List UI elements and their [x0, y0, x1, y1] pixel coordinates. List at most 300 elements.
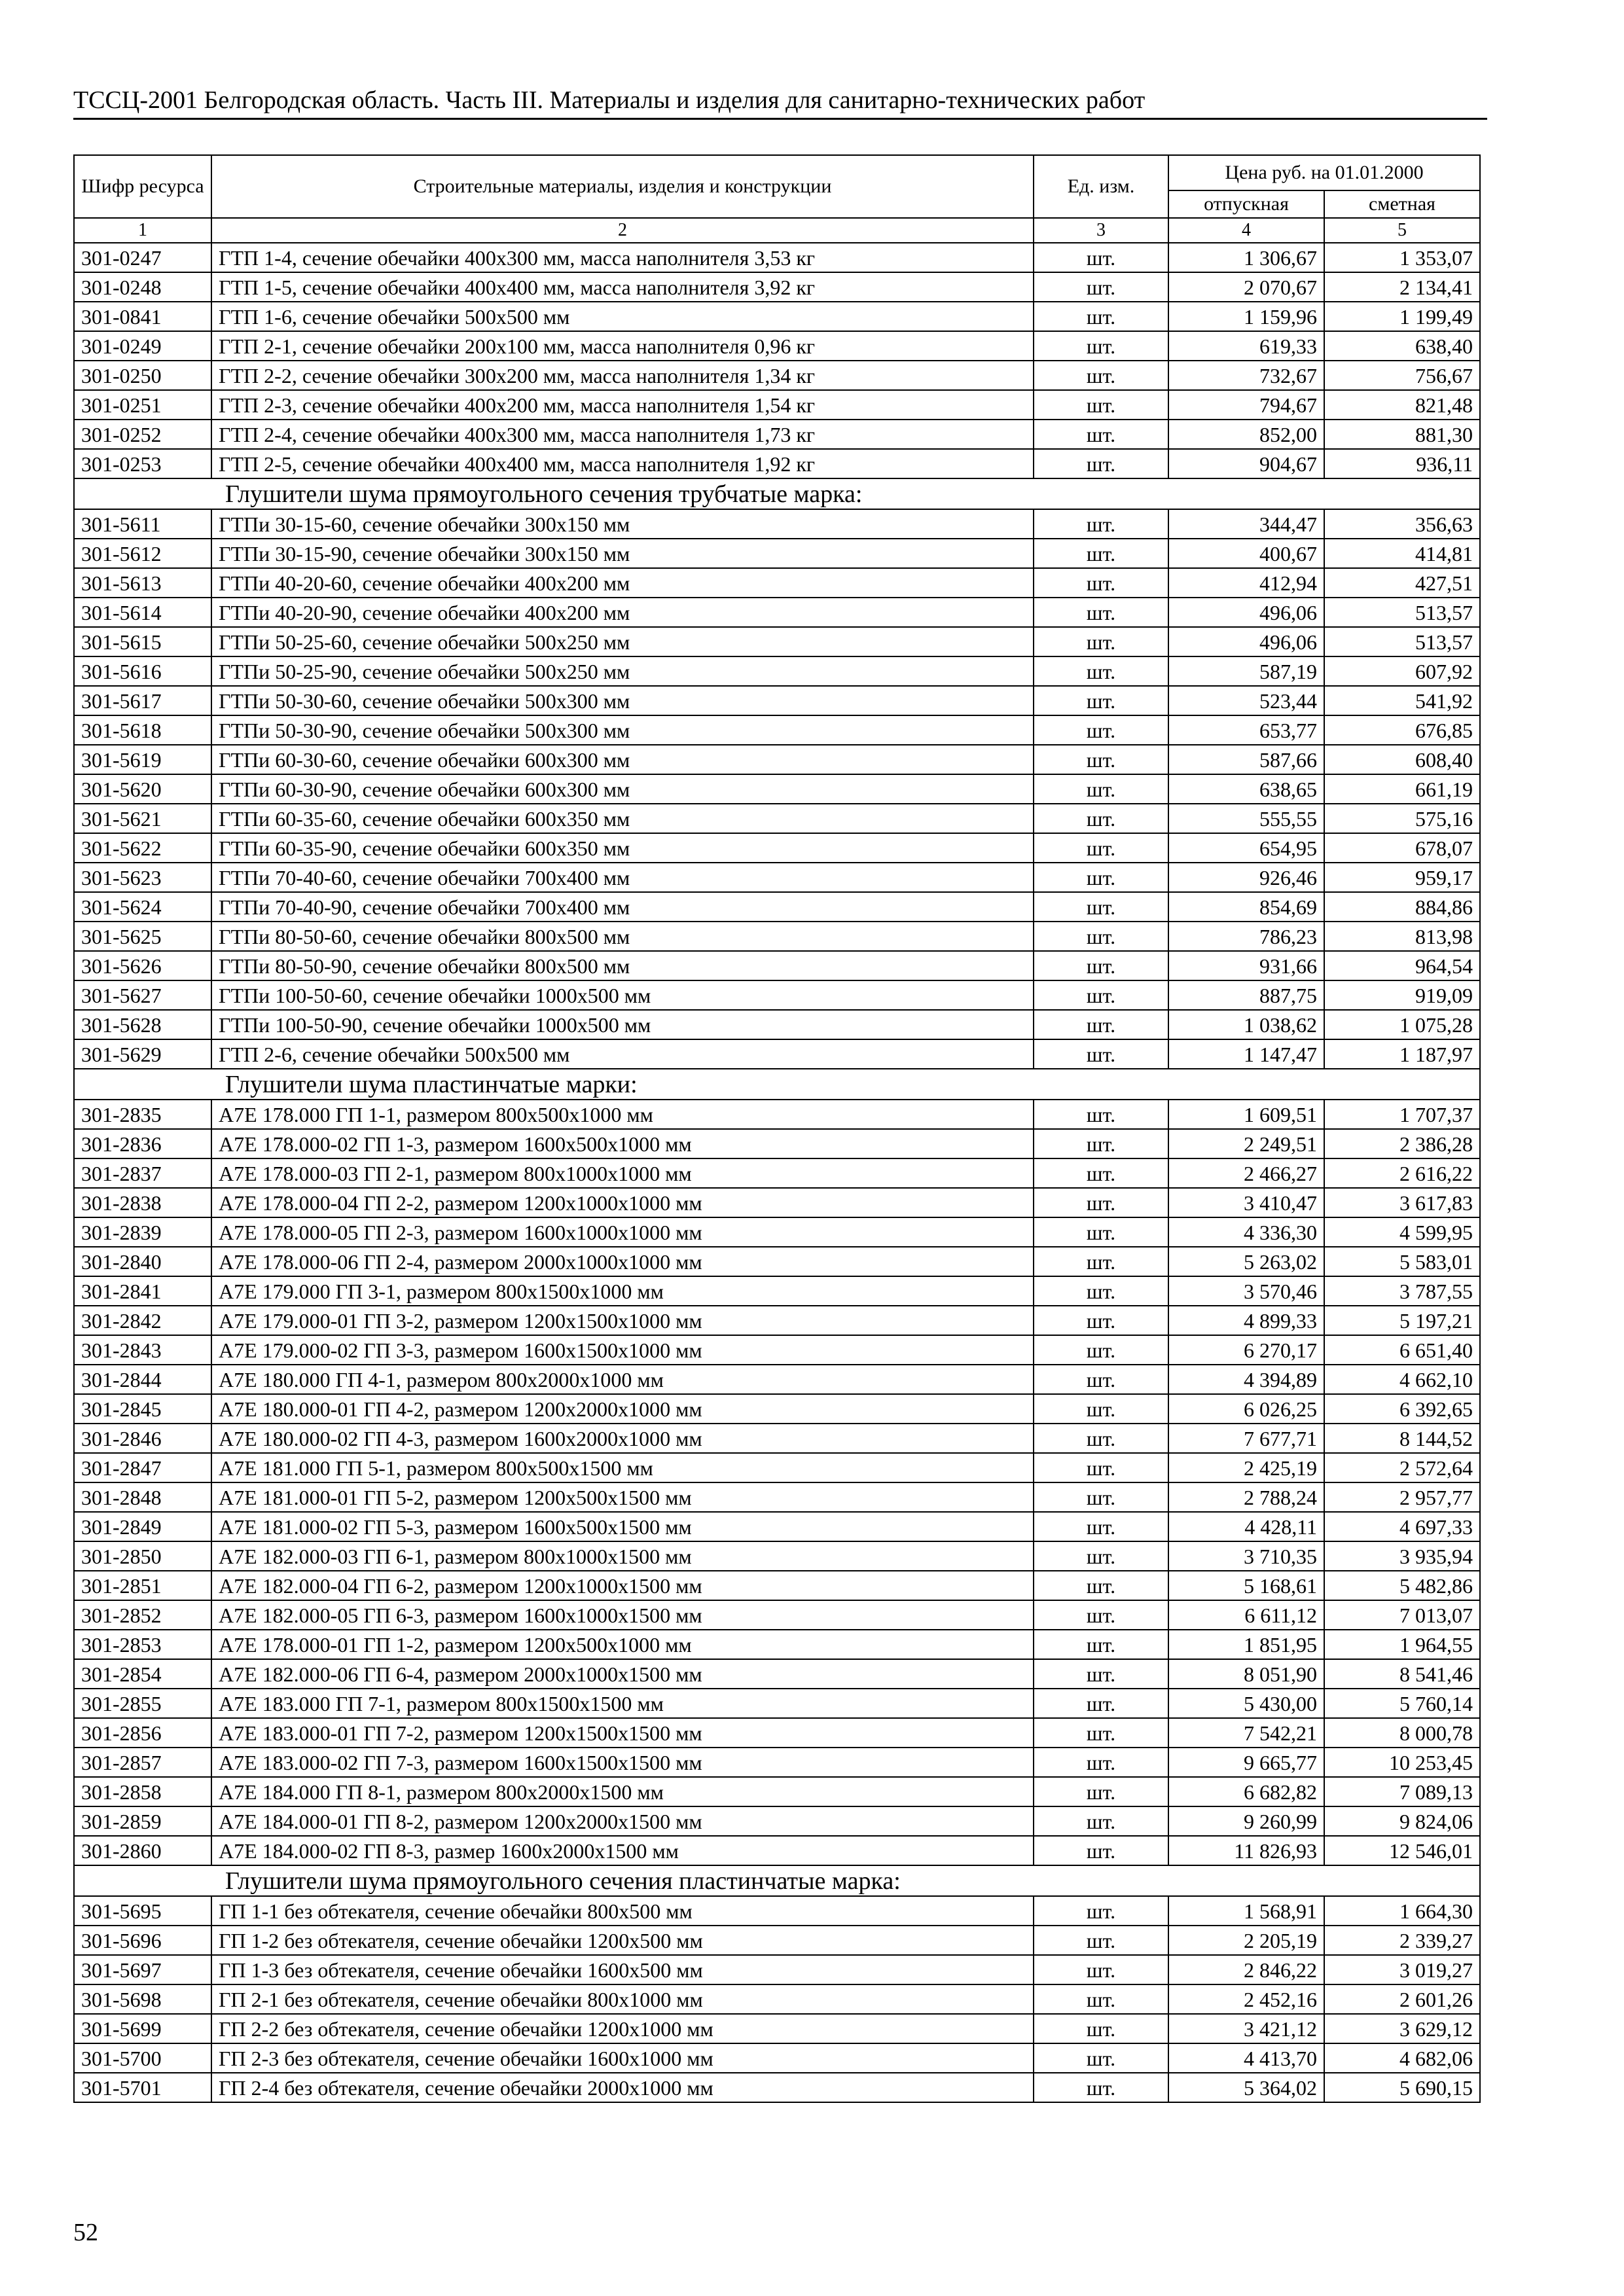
table-row: [74, 2043, 1480, 2073]
unit-cell: шт.: [1034, 804, 1168, 833]
material-name-cell: А7Е 179.000 ГП 3-1, размером 800x1500x1000 мм: [211, 1276, 1034, 1306]
resource-code-cell: 301-5612: [74, 539, 211, 568]
table-row: [74, 449, 1480, 478]
resource-code-cell: 301-5614: [74, 598, 211, 627]
resource-code-cell: 301-2854: [74, 1659, 211, 1689]
estimate-price-cell: 676,85: [1324, 715, 1480, 745]
table-row: [74, 1365, 1480, 1394]
resource-code-cell: 301-2846: [74, 1424, 211, 1453]
table-row: [74, 656, 1480, 686]
release-price-cell: 9 260,99: [1168, 1806, 1324, 1836]
release-price-cell: 5 364,02: [1168, 2073, 1324, 2102]
table-row: [74, 1836, 1480, 1865]
material-name-cell: А7Е 184.000 ГП 8-1, размером 800x2000x1500 мм: [211, 1777, 1034, 1806]
estimate-price-cell: 5 482,86: [1324, 1571, 1480, 1600]
resource-code-cell: 301-0250: [74, 361, 211, 390]
column-number: 5: [1324, 218, 1480, 243]
header-rule: [73, 118, 1487, 120]
table-row: [74, 509, 1480, 539]
estimate-price-cell: 513,57: [1324, 627, 1480, 656]
table-row: [74, 1424, 1480, 1453]
resource-code-cell: 301-2845: [74, 1394, 211, 1424]
material-name-cell: ГТПи 80-50-60, сечение обечайки 800x500 мм: [211, 922, 1034, 951]
estimate-price-cell: 1 199,49: [1324, 302, 1480, 331]
material-name-cell: А7Е 181.000 ГП 5-1, размером 800x500x1500 мм: [211, 1453, 1034, 1482]
estimate-price-cell: 936,11: [1324, 449, 1480, 478]
estimate-price-cell: 575,16: [1324, 804, 1480, 833]
material-name-cell: ГТПи 80-50-90, сечение обечайки 800x500 мм: [211, 951, 1034, 980]
resource-code-cell: 301-2842: [74, 1306, 211, 1335]
price-table-body: [74, 155, 1480, 2102]
unit-cell: шт.: [1034, 1129, 1168, 1158]
estimate-price-cell: 356,63: [1324, 509, 1480, 539]
table-row: [74, 804, 1480, 833]
release-price-cell: 587,19: [1168, 656, 1324, 686]
unit-cell: шт.: [1034, 1010, 1168, 1039]
resource-code-cell: 301-2841: [74, 1276, 211, 1306]
material-name-cell: А7Е 182.000-06 ГП 6-4, размером 2000x1000x1500 мм: [211, 1659, 1034, 1689]
material-name-cell: ГТПи 60-30-60, сечение обечайки 600x300 мм: [211, 745, 1034, 774]
unit-cell: шт.: [1034, 598, 1168, 627]
table-row: [74, 863, 1480, 892]
table-row: [74, 951, 1480, 980]
unit-cell: шт.: [1034, 1955, 1168, 1984]
material-name-cell: ГТПи 50-25-60, сечение обечайки 500x250 мм: [211, 627, 1034, 656]
release-price-cell: 4 899,33: [1168, 1306, 1324, 1335]
resource-code-cell: 301-2858: [74, 1777, 211, 1806]
material-name-cell: А7Е 182.000-04 ГП 6-2, размером 1200x1000x1500 мм: [211, 1571, 1034, 1600]
release-price-cell: 555,55: [1168, 804, 1324, 833]
resource-code-cell: 301-5628: [74, 1010, 211, 1039]
material-name-cell: ГП 2-2 без обтекателя, сечение обечайки 1200x1000 мм: [211, 2014, 1034, 2043]
estimate-price-cell: 2 601,26: [1324, 1984, 1480, 2014]
unit-cell: шт.: [1034, 449, 1168, 478]
table-row: [74, 361, 1480, 390]
page-header-title: ТССЦ-2001 Белгородская область. Часть III. Материалы и изделия для санитарно-технических работ: [73, 86, 1146, 114]
material-name-cell: ГТПи 30-15-90, сечение обечайки 300x150 мм: [211, 539, 1034, 568]
estimate-price-cell: 3 787,55: [1324, 1276, 1480, 1306]
table-row: [74, 1806, 1480, 1836]
estimate-price-cell: 756,67: [1324, 361, 1480, 390]
resource-code-cell: 301-0247: [74, 243, 211, 272]
estimate-price-cell: 3 019,27: [1324, 1955, 1480, 1984]
table-row: [74, 686, 1480, 715]
table-row: [74, 1600, 1480, 1630]
release-price-cell: 786,23: [1168, 922, 1324, 951]
release-price-cell: 6 682,82: [1168, 1777, 1324, 1806]
unit-cell: шт.: [1034, 627, 1168, 656]
material-name-cell: А7Е 178.000-03 ГП 2-1, размером 800x1000x1000 мм: [211, 1158, 1034, 1188]
estimate-price-cell: 884,86: [1324, 892, 1480, 922]
table-row: [74, 1482, 1480, 1512]
release-price-cell: 2 466,27: [1168, 1158, 1324, 1188]
release-price-cell: 638,65: [1168, 774, 1324, 804]
unit-cell: шт.: [1034, 2043, 1168, 2073]
resource-code-cell: 301-2840: [74, 1247, 211, 1276]
unit-cell: шт.: [1034, 715, 1168, 745]
resource-code-cell: 301-5624: [74, 892, 211, 922]
material-name-cell: А7Е 183.000 ГП 7-1, размером 800x1500x1500 мм: [211, 1689, 1034, 1718]
material-name-cell: А7Е 178.000-05 ГП 2-3, размером 1600x1000x1000 мм: [211, 1217, 1034, 1247]
material-name-cell: А7Е 181.000-01 ГП 5-2, размером 1200x500x1500 мм: [211, 1482, 1034, 1512]
release-price-cell: 587,66: [1168, 745, 1324, 774]
section-title: Глушители шума прямоугольного сечения трубчатые марка:: [74, 478, 1480, 509]
col-header-code: Шифр ресурса: [74, 155, 211, 218]
unit-cell: шт.: [1034, 1365, 1168, 1394]
material-name-cell: ГТП 1-6, сечение обечайки 500x500 мм: [211, 302, 1034, 331]
resource-code-cell: 301-2849: [74, 1512, 211, 1541]
estimate-price-cell: 607,92: [1324, 656, 1480, 686]
release-price-cell: 654,95: [1168, 833, 1324, 863]
resource-code-cell: 301-5701: [74, 2073, 211, 2102]
table-row: [74, 1039, 1480, 1069]
material-name-cell: А7Е 178.000-06 ГП 2-4, размером 2000x1000x1000 мм: [211, 1247, 1034, 1276]
column-number: 4: [1168, 218, 1324, 243]
unit-cell: шт.: [1034, 774, 1168, 804]
unit-cell: шт.: [1034, 1424, 1168, 1453]
unit-cell: шт.: [1034, 1247, 1168, 1276]
release-price-cell: 1 038,62: [1168, 1010, 1324, 1039]
estimate-price-cell: 1 075,28: [1324, 1010, 1480, 1039]
table-row: [74, 1926, 1480, 1955]
unit-cell: шт.: [1034, 1217, 1168, 1247]
release-price-cell: 4 413,70: [1168, 2043, 1324, 2073]
release-price-cell: 2 249,51: [1168, 1129, 1324, 1158]
material-name-cell: ГТП 2-6, сечение обечайки 500x500 мм: [211, 1039, 1034, 1069]
estimate-price-cell: 6 392,65: [1324, 1394, 1480, 1424]
estimate-price-cell: 821,48: [1324, 390, 1480, 420]
table-row: [74, 627, 1480, 656]
section-row: [74, 1865, 1480, 1896]
resource-code-cell: 301-2856: [74, 1718, 211, 1748]
section-row: [74, 478, 1480, 509]
material-name-cell: А7Е 179.000-01 ГП 3-2, размером 1200x1500x1000 мм: [211, 1306, 1034, 1335]
estimate-price-cell: 8 144,52: [1324, 1424, 1480, 1453]
table-row: [74, 1276, 1480, 1306]
table-row: [74, 715, 1480, 745]
material-name-cell: А7Е 183.000-02 ГП 7-3, размером 1600x1500x1500 мм: [211, 1748, 1034, 1777]
release-price-cell: 412,94: [1168, 568, 1324, 598]
table-row: [74, 568, 1480, 598]
release-price-cell: 9 665,77: [1168, 1748, 1324, 1777]
release-price-cell: 2 070,67: [1168, 272, 1324, 302]
release-price-cell: 653,77: [1168, 715, 1324, 745]
material-name-cell: А7Е 180.000-01 ГП 4-2, размером 1200x2000x1000 мм: [211, 1394, 1034, 1424]
table-row: [74, 1453, 1480, 1482]
estimate-price-cell: 4 599,95: [1324, 1217, 1480, 1247]
estimate-price-cell: 7 013,07: [1324, 1600, 1480, 1630]
table-row: [74, 1217, 1480, 1247]
resource-code-cell: 301-5626: [74, 951, 211, 980]
material-name-cell: ГТПи 40-20-60, сечение обечайки 400x200 мм: [211, 568, 1034, 598]
estimate-price-cell: 1 707,37: [1324, 1100, 1480, 1129]
release-price-cell: 1 609,51: [1168, 1100, 1324, 1129]
unit-cell: шт.: [1034, 1630, 1168, 1659]
material-name-cell: ГП 1-2 без обтекателя, сечение обечайки 1200x500 мм: [211, 1926, 1034, 1955]
unit-cell: шт.: [1034, 361, 1168, 390]
release-price-cell: 4 394,89: [1168, 1365, 1324, 1394]
unit-cell: шт.: [1034, 656, 1168, 686]
estimate-price-cell: 8 541,46: [1324, 1659, 1480, 1689]
unit-cell: шт.: [1034, 1836, 1168, 1865]
unit-cell: шт.: [1034, 922, 1168, 951]
unit-cell: шт.: [1034, 539, 1168, 568]
table-row: [74, 1541, 1480, 1571]
estimate-price-cell: 3 617,83: [1324, 1188, 1480, 1217]
resource-code-cell: 301-0841: [74, 302, 211, 331]
table-row: [74, 1984, 1480, 2014]
release-price-cell: 4 336,30: [1168, 1217, 1324, 1247]
release-price-cell: 4 428,11: [1168, 1512, 1324, 1541]
unit-cell: шт.: [1034, 302, 1168, 331]
material-name-cell: ГТП 1-5, сечение обечайки 400x400 мм, масса наполнителя 3,92 кг: [211, 272, 1034, 302]
unit-cell: шт.: [1034, 1896, 1168, 1926]
estimate-price-cell: 608,40: [1324, 745, 1480, 774]
unit-cell: шт.: [1034, 951, 1168, 980]
resource-code-cell: 301-5621: [74, 804, 211, 833]
release-price-cell: 7 677,71: [1168, 1424, 1324, 1453]
table-row: [74, 1010, 1480, 1039]
estimate-price-cell: 5 197,21: [1324, 1306, 1480, 1335]
table-row: [74, 1777, 1480, 1806]
material-name-cell: ГТП 2-5, сечение обечайки 400x400 мм, масса наполнителя 1,92 кг: [211, 449, 1034, 478]
release-price-cell: 2 846,22: [1168, 1955, 1324, 1984]
material-name-cell: ГП 1-1 без обтекателя, сечение обечайки 800x500 мм: [211, 1896, 1034, 1926]
resource-code-cell: 301-5611: [74, 509, 211, 539]
material-name-cell: ГТП 2-4, сечение обечайки 400x300 мм, масса наполнителя 1,73 кг: [211, 420, 1034, 449]
release-price-cell: 1 851,95: [1168, 1630, 1324, 1659]
material-name-cell: А7Е 180.000 ГП 4-1, размером 800x2000x1000 мм: [211, 1365, 1034, 1394]
resource-code-cell: 301-2848: [74, 1482, 211, 1512]
release-price-cell: 7 542,21: [1168, 1718, 1324, 1748]
unit-cell: шт.: [1034, 1806, 1168, 1836]
table-row: [74, 331, 1480, 361]
resource-code-cell: 301-5699: [74, 2014, 211, 2043]
material-name-cell: А7Е 180.000-02 ГП 4-3, размером 1600x2000x1000 мм: [211, 1424, 1034, 1453]
material-name-cell: А7Е 179.000-02 ГП 3-3, размером 1600x1500x1000 мм: [211, 1335, 1034, 1365]
table-row: [74, 1571, 1480, 1600]
resource-code-cell: 301-0249: [74, 331, 211, 361]
material-name-cell: ГП 2-1 без обтекателя, сечение обечайки 800x1000 мм: [211, 1984, 1034, 2014]
resource-code-cell: 301-5613: [74, 568, 211, 598]
release-price-cell: 887,75: [1168, 980, 1324, 1010]
resource-code-cell: 301-5695: [74, 1896, 211, 1926]
resource-code-cell: 301-2859: [74, 1806, 211, 1836]
release-price-cell: 852,00: [1168, 420, 1324, 449]
table-row: [74, 980, 1480, 1010]
resource-code-cell: 301-5697: [74, 1955, 211, 1984]
resource-code-cell: 301-5622: [74, 833, 211, 863]
release-price-cell: 794,67: [1168, 390, 1324, 420]
unit-cell: шт.: [1034, 1718, 1168, 1748]
material-name-cell: ГТПи 70-40-60, сечение обечайки 700x400 мм: [211, 863, 1034, 892]
resource-code-cell: 301-5629: [74, 1039, 211, 1069]
material-name-cell: ГТПи 100-50-90, сечение обечайки 1000x500 мм: [211, 1010, 1034, 1039]
col-header-name: Строительные материалы, изделия и конструкции: [211, 155, 1034, 218]
estimate-price-cell: 2 386,28: [1324, 1129, 1480, 1158]
unit-cell: шт.: [1034, 390, 1168, 420]
section-title: Глушители шума пластинчатые марки:: [74, 1069, 1480, 1100]
resource-code-cell: 301-2835: [74, 1100, 211, 1129]
table-row: [74, 745, 1480, 774]
estimate-price-cell: 881,30: [1324, 420, 1480, 449]
table-row: [74, 1100, 1480, 1129]
estimate-price-cell: 1 353,07: [1324, 243, 1480, 272]
release-price-cell: 619,33: [1168, 331, 1324, 361]
table-row: [74, 1718, 1480, 1748]
table-row: [74, 1896, 1480, 1926]
resource-code-cell: 301-5625: [74, 922, 211, 951]
table-row: [74, 1158, 1480, 1188]
release-price-cell: 6 026,25: [1168, 1394, 1324, 1424]
release-price-cell: 3 421,12: [1168, 2014, 1324, 2043]
estimate-price-cell: 1 664,30: [1324, 1896, 1480, 1926]
estimate-price-cell: 10 253,45: [1324, 1748, 1480, 1777]
page-number: 52: [73, 2219, 98, 2246]
unit-cell: шт.: [1034, 1689, 1168, 1718]
resource-code-cell: 301-0248: [74, 272, 211, 302]
material-name-cell: А7Е 181.000-02 ГП 5-3, размером 1600x500x1500 мм: [211, 1512, 1034, 1541]
unit-cell: шт.: [1034, 686, 1168, 715]
column-number: 2: [211, 218, 1034, 243]
resource-code-cell: 301-5620: [74, 774, 211, 804]
col-header-unit: Ед. изм.: [1034, 155, 1168, 218]
table-row: [74, 892, 1480, 922]
estimate-price-cell: 5 583,01: [1324, 1247, 1480, 1276]
release-price-cell: 1 147,47: [1168, 1039, 1324, 1069]
column-number-row: [74, 218, 1480, 243]
unit-cell: шт.: [1034, 892, 1168, 922]
release-price-cell: 854,69: [1168, 892, 1324, 922]
resource-code-cell: 301-2837: [74, 1158, 211, 1188]
unit-cell: шт.: [1034, 1100, 1168, 1129]
release-price-cell: 2 452,16: [1168, 1984, 1324, 2014]
unit-cell: шт.: [1034, 1188, 1168, 1217]
material-name-cell: ГТПи 60-30-90, сечение обечайки 600x300 мм: [211, 774, 1034, 804]
release-price-cell: 3 410,47: [1168, 1188, 1324, 1217]
resource-code-cell: 301-5627: [74, 980, 211, 1010]
section-title: Глушители шума прямоугольного сечения пластинчатые марка:: [74, 1865, 1480, 1896]
estimate-price-cell: 12 546,01: [1324, 1836, 1480, 1865]
resource-code-cell: 301-2844: [74, 1365, 211, 1394]
unit-cell: шт.: [1034, 1335, 1168, 1365]
unit-cell: шт.: [1034, 2014, 1168, 2043]
release-price-cell: 931,66: [1168, 951, 1324, 980]
estimate-price-cell: 661,19: [1324, 774, 1480, 804]
table-row: [74, 833, 1480, 863]
table-row: [74, 2014, 1480, 2043]
release-price-cell: 11 826,93: [1168, 1836, 1324, 1865]
material-name-cell: А7Е 184.000-01 ГП 8-2, размером 1200x2000x1500 мм: [211, 1806, 1034, 1836]
release-price-cell: 926,46: [1168, 863, 1324, 892]
estimate-price-cell: 964,54: [1324, 951, 1480, 980]
estimate-price-cell: 678,07: [1324, 833, 1480, 863]
material-name-cell: А7Е 182.000-03 ГП 6-1, размером 800x1000x1500 мм: [211, 1541, 1034, 1571]
material-name-cell: А7Е 178.000-04 ГП 2-2, размером 1200x1000x1000 мм: [211, 1188, 1034, 1217]
unit-cell: шт.: [1034, 1571, 1168, 1600]
estimate-price-cell: 9 824,06: [1324, 1806, 1480, 1836]
resource-code-cell: 301-2839: [74, 1217, 211, 1247]
resource-code-cell: 301-5696: [74, 1926, 211, 1955]
unit-cell: шт.: [1034, 1512, 1168, 1541]
table-row: [74, 774, 1480, 804]
material-name-cell: ГТПи 60-35-60, сечение обечайки 600x350 мм: [211, 804, 1034, 833]
resource-code-cell: 301-2860: [74, 1836, 211, 1865]
column-number: 1: [74, 218, 211, 243]
release-price-cell: 1 159,96: [1168, 302, 1324, 331]
table-row: [74, 1188, 1480, 1217]
table-row: [74, 1394, 1480, 1424]
resource-code-cell: 301-2857: [74, 1748, 211, 1777]
estimate-price-cell: 1 187,97: [1324, 1039, 1480, 1069]
section-row: [74, 1069, 1480, 1100]
release-price-cell: 496,06: [1168, 598, 1324, 627]
col-header-estimate: сметная: [1324, 190, 1480, 218]
material-name-cell: ГТП 2-2, сечение обечайки 300x200 мм, масса наполнителя 1,34 кг: [211, 361, 1034, 390]
material-name-cell: ГТПи 100-50-60, сечение обечайки 1000x500 мм: [211, 980, 1034, 1010]
estimate-price-cell: 4 682,06: [1324, 2043, 1480, 2073]
material-name-cell: ГП 1-3 без обтекателя, сечение обечайки 1600x500 мм: [211, 1955, 1034, 1984]
unit-cell: шт.: [1034, 1541, 1168, 1571]
table-row: [74, 1748, 1480, 1777]
table-row: [74, 2073, 1480, 2102]
unit-cell: шт.: [1034, 243, 1168, 272]
release-price-cell: 2 205,19: [1168, 1926, 1324, 1955]
resource-code-cell: 301-5700: [74, 2043, 211, 2073]
unit-cell: шт.: [1034, 833, 1168, 863]
unit-cell: шт.: [1034, 1926, 1168, 1955]
estimate-price-cell: 4 697,33: [1324, 1512, 1480, 1541]
resource-code-cell: 301-5616: [74, 656, 211, 686]
release-price-cell: 3 570,46: [1168, 1276, 1324, 1306]
unit-cell: шт.: [1034, 1453, 1168, 1482]
material-name-cell: ГТП 2-1, сечение обечайки 200x100 мм, масса наполнителя 0,96 кг: [211, 331, 1034, 361]
unit-cell: шт.: [1034, 509, 1168, 539]
material-name-cell: ГТПи 30-15-60, сечение обечайки 300x150 мм: [211, 509, 1034, 539]
estimate-price-cell: 5 690,15: [1324, 2073, 1480, 2102]
release-price-cell: 5 263,02: [1168, 1247, 1324, 1276]
price-table: [73, 154, 1481, 2103]
estimate-price-cell: 638,40: [1324, 331, 1480, 361]
material-name-cell: ГТПи 50-25-90, сечение обечайки 500x250 мм: [211, 656, 1034, 686]
estimate-price-cell: 2 339,27: [1324, 1926, 1480, 1955]
unit-cell: шт.: [1034, 2073, 1168, 2102]
release-price-cell: 2 788,24: [1168, 1482, 1324, 1512]
estimate-price-cell: 2 134,41: [1324, 272, 1480, 302]
release-price-cell: 1 306,67: [1168, 243, 1324, 272]
resource-code-cell: 301-5698: [74, 1984, 211, 2014]
estimate-price-cell: 813,98: [1324, 922, 1480, 951]
material-name-cell: А7Е 184.000-02 ГП 8-3, размер 1600x2000x1500 мм: [211, 1836, 1034, 1865]
unit-cell: шт.: [1034, 272, 1168, 302]
resource-code-cell: 301-0251: [74, 390, 211, 420]
table-row: [74, 598, 1480, 627]
material-name-cell: А7Е 182.000-05 ГП 6-3, размером 1600x1000x1500 мм: [211, 1600, 1034, 1630]
estimate-price-cell: 3 935,94: [1324, 1541, 1480, 1571]
resource-code-cell: 301-2853: [74, 1630, 211, 1659]
table-row: [74, 1129, 1480, 1158]
release-price-cell: 5 430,00: [1168, 1689, 1324, 1718]
table-row: [74, 539, 1480, 568]
column-number: 3: [1034, 218, 1168, 243]
release-price-cell: 6 270,17: [1168, 1335, 1324, 1365]
estimate-price-cell: 5 760,14: [1324, 1689, 1480, 1718]
table-row: [74, 390, 1480, 420]
table-row: [74, 1306, 1480, 1335]
table-row: [74, 1955, 1480, 1984]
resource-code-cell: 301-5619: [74, 745, 211, 774]
unit-cell: шт.: [1034, 980, 1168, 1010]
